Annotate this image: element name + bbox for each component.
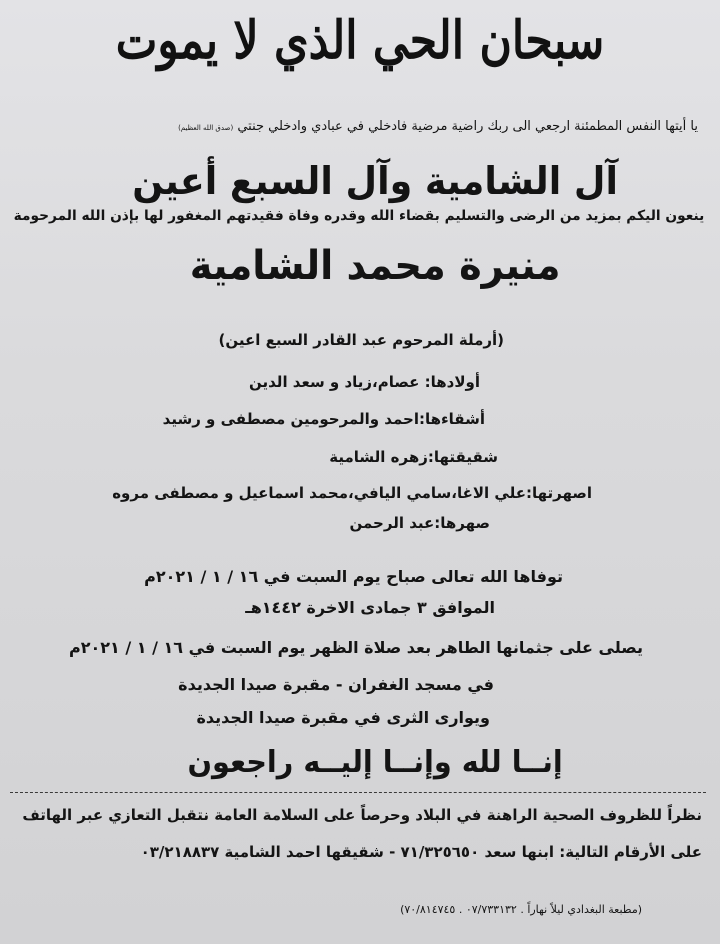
relatives-brother-in-law: صهرها:عبد الرحمن: [349, 514, 490, 532]
printer-credit: (مطبعة البغدادي ليلاً نهاراً . ٠٧/٧٣٣١٣٢ . ٧٠/٨١٤٧٤٥): [400, 903, 642, 916]
deceased-name: منيرة محمد الشامية: [189, 243, 561, 289]
dashed-divider: [10, 792, 706, 793]
mosque-location: في مسجد الغفران - مقبرة صيدا الجديدة: [178, 675, 494, 694]
quran-verse-text: يا أيتها النفس المطمئنة ارجعي الى ربك راضية مرضية فادخلي في عبادي وادخلي جنتي: [237, 119, 698, 134]
family-title: آل الشامية وآل السبع أعين: [132, 159, 618, 203]
death-date: توفاها الله تعالى صباح يوم السبت في ١٦ / ١ / ٢٠٢١م: [144, 567, 563, 586]
announcement-line: ينعون اليكم بمزيد من الرضى والتسليم بقضاء الله وقدره وفاة فقيدتهم المغفور لها بإذن الله المرحومة: [13, 208, 704, 224]
condolence-phone-numbers: على الأرقام التالية: ابنها سعد ٧١/٣٢٥٦٥٠ - شقيقها احمد الشامية ٠٣/٢١٨٨٣٧: [140, 843, 702, 861]
burial-location: ويوارى الثرى في مقبرة صيدا الجديدة: [196, 708, 490, 727]
quran-verse: [178, 120, 698, 133]
calligraphy-heading: سبحان الحي الذي لا يموت: [115, 10, 605, 71]
relatives-sister: شقيقتها:زهره الشامية: [329, 448, 498, 466]
relatives-brothers: أشقاءها:احمد والمرحومين مصطفى و رشيد: [162, 410, 485, 428]
relatives-children: أولادها: عصام،زياد و سعد الدين: [249, 373, 480, 391]
hijri-date: الموافق ٣ جمادى الاخرة ١٤٤٢هـ: [245, 598, 495, 617]
condolence-notice: نظراً للظروف الصحية الراهنة في البلاد وحرصاً على السلامة العامة نتقبل التعازي عبر الهاتف: [22, 806, 702, 824]
widow-of-line: (أرملة المرحوم عبد القادر السبع اعين): [218, 331, 504, 349]
funeral-prayer: يصلى على جثمانها الطاهر بعد صلاة الظهر يوم السبت في ١٦ / ١ / ٢٠٢١م: [68, 638, 643, 657]
relatives-sons-in-law: اصهرتها:علي الاغا،سامي اليافي،محمد اسماعيل و مصطفى مروه: [112, 484, 592, 502]
quran-verse-reference: (صدق الله العظيم): [178, 124, 234, 132]
closing-verse: إنــا لله وإنــا إليــه راجعون: [187, 745, 563, 780]
